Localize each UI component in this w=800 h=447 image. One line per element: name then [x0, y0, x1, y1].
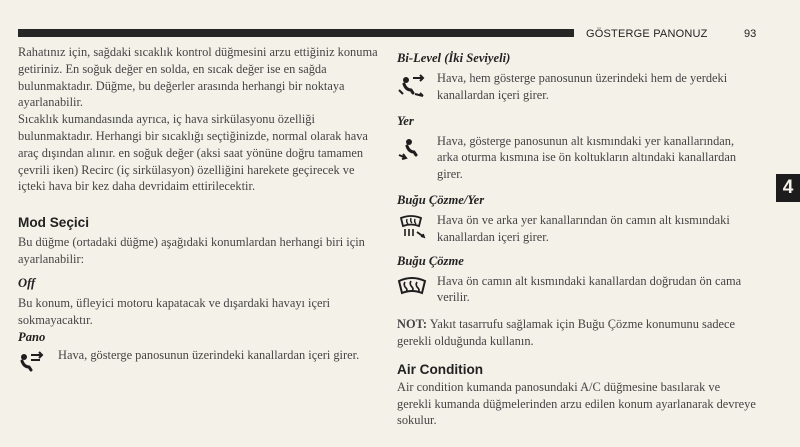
floor-mode — [397, 133, 757, 183]
page-number: 93 — [744, 28, 757, 40]
pano-description: Hava, gösterge panosunun üzerindeki kanallardan içeri girer. — [58, 348, 360, 363]
note-text: Yakıt tasarrufu sağlamak için Buğu Çözme konumunu sadece gerekli olduğunda kullanın. — [397, 317, 736, 348]
right-column — [397, 44, 757, 429]
note-paragraph — [397, 316, 757, 350]
header-rule — [18, 29, 574, 37]
defrost-floor-mode — [397, 212, 757, 246]
floor-icon — [397, 135, 427, 161]
note-label: NOT: — [397, 317, 428, 332]
pano-heading: Pano — [18, 330, 46, 345]
defrost-icon — [397, 275, 427, 301]
defrost-floor-description: Hava ön ve arka yer kanallarından ön camın alt kısmındaki kanallardan içeri girer. — [437, 212, 730, 244]
pano-mode — [18, 347, 380, 364]
bilevel-description: Hava, hem gösterge panosunun üzerindeki hem de yerdeki kanallardan içeri girer. — [437, 71, 728, 102]
defrost-description: Hava ön camın alt kısmındaki kanallardan doğrudan ön cama verilir. — [437, 273, 742, 305]
air-condition-description: Air condition kumanda panosundaki A/C düğmesine basılarak ve gerekli kumanda düğmelerinden arzu edilen konum ayarlanarak devreye sokulur. — [397, 379, 756, 428]
panel-vent-icon — [18, 349, 48, 375]
bilevel-heading: Bi-Level (İki Seviyeli) — [397, 51, 511, 65]
mode-selector-heading: Mod Seçici — [18, 215, 90, 231]
chapter-tab: 4 — [776, 174, 800, 202]
off-heading: Off — [18, 275, 36, 290]
intro-paragraph-temperature: Rahatınız için, sağdaki sıcaklık kontrol düğmesini arzu ettiğiniz konuma getiriniz. En soğuk değer en solda, en sıcak değer ise en sağda bulunmaktadır. Düğme, bu değerler arasında herhangi bir noktaya ayarlanabilir. — [18, 45, 378, 110]
mode-selector-intro: Bu düğme (ortadaki düğme) aşağıdaki konumlardan herhangi biri için ayarlanabilir: — [18, 235, 365, 266]
bilevel-mode — [397, 70, 757, 104]
floor-description: Hava, gösterge panosunun alt kısmındaki yer kanallarından, arka oturma kısmına ise ön koltukların altındaki kanallardan girer. — [437, 133, 737, 182]
running-header: GÖSTERGE PANONUZ — [586, 28, 708, 40]
air-condition-heading: Air Condition — [397, 361, 484, 377]
off-description: Bu konum, üfleyici motoru kapatacak ve dışardaki havayı içeri sokmayacaktır. — [18, 295, 331, 327]
defrost-heading: Buğu Çözme — [397, 253, 464, 268]
defrost-floor-heading: Buğu Çözme/Yer — [397, 192, 485, 207]
intro-paragraph-recirc: Sıcaklık kumandasında ayrıca, iç hava sirkülasyonu özelliği bulunmaktadır. Herhangi bir sıcaklığı seçtiğinizde, normal olarak hava araç dışından alınır. en soğuk değer (aksi saat yönüne doğru tamamen çevrili iken) Recirc (iç sirkülasyon) özelliğini harekete geçirecek ve içteki hava bir kez daha devridaim ettirilecektir. — [18, 112, 368, 194]
bilevel-icon — [397, 72, 427, 98]
defrost-floor-icon — [397, 214, 427, 240]
left-column — [18, 44, 380, 364]
floor-heading: Yer — [397, 113, 414, 128]
defrost-mode — [397, 273, 757, 307]
